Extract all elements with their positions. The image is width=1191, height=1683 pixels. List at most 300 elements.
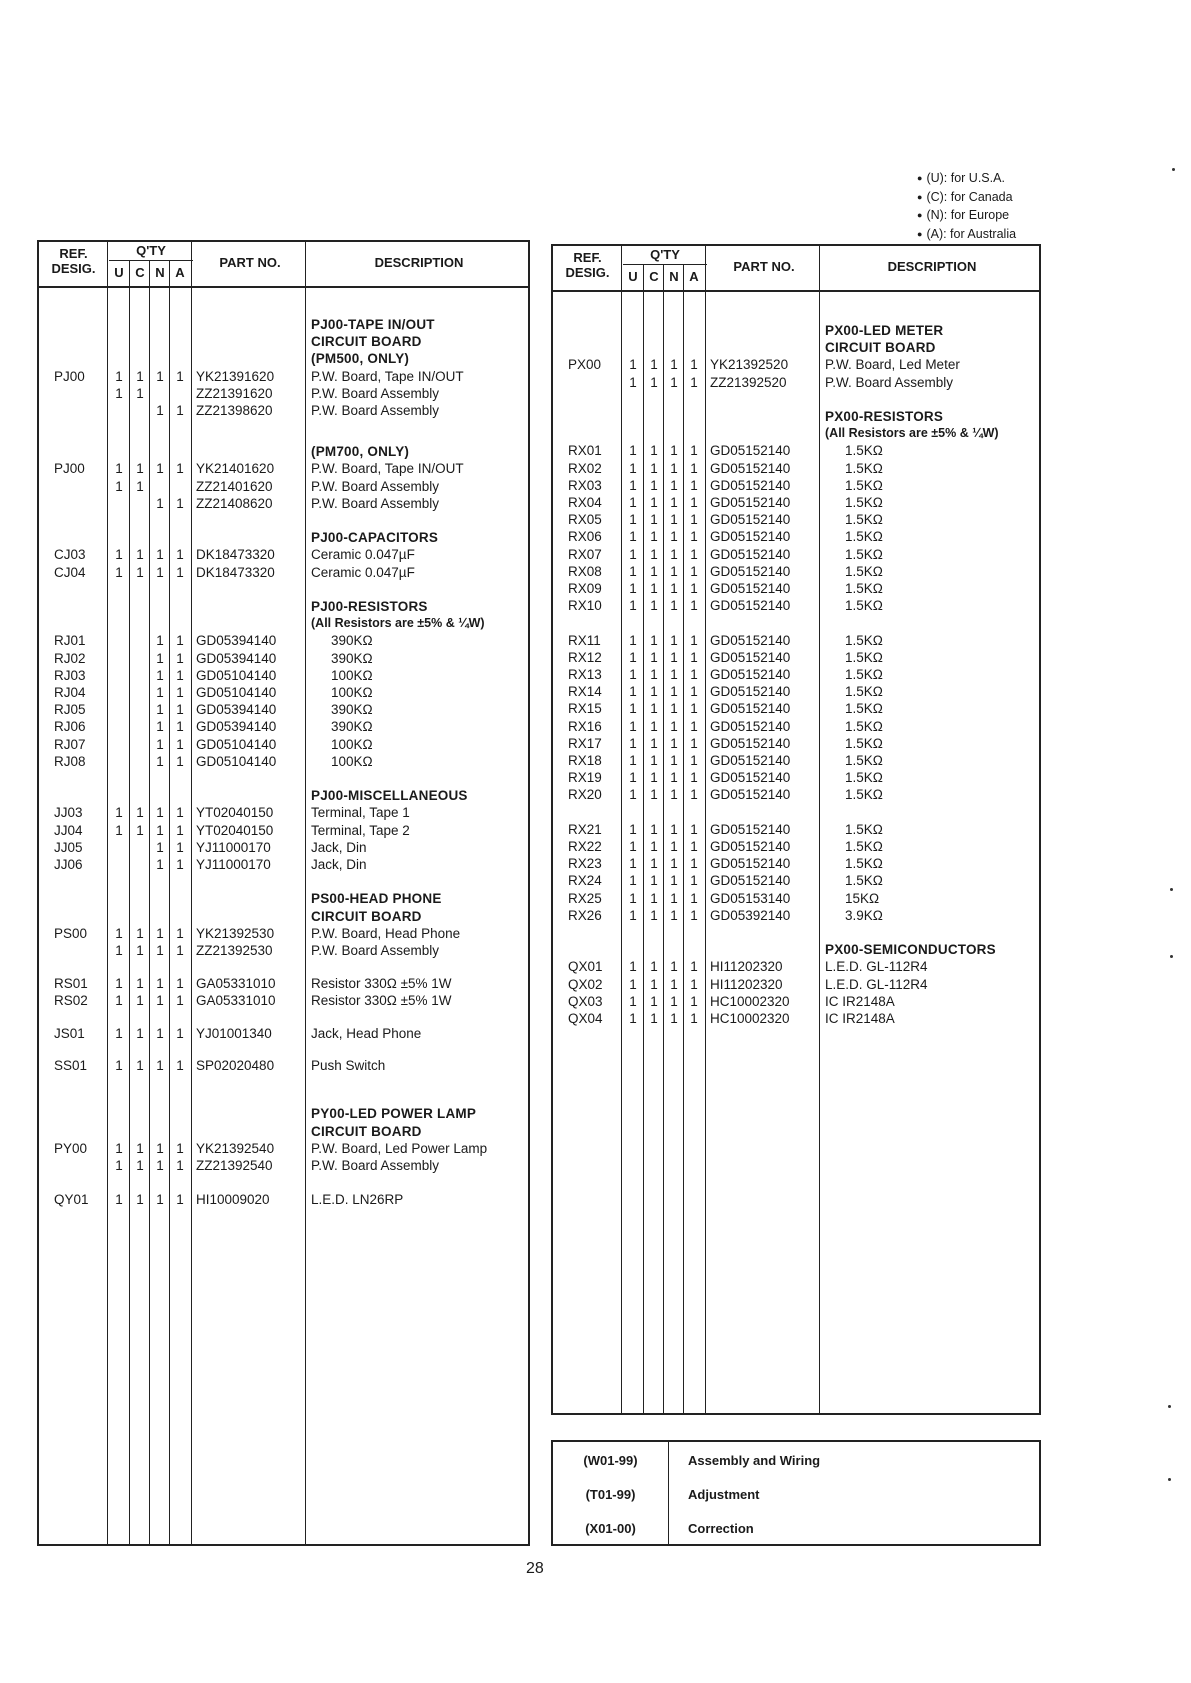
qty-cell: 1	[629, 667, 637, 682]
description: Jack, Head Phone	[311, 1025, 422, 1041]
qty-cell: 1	[629, 649, 637, 665]
description: 1.5KΩ	[845, 718, 883, 734]
ref-code: (T01-99)	[585, 1487, 636, 1502]
section-title: PS00-HEAD PHONE	[311, 891, 442, 907]
ref-desig: RX01	[568, 443, 602, 459]
ref-desig: JJ05	[54, 839, 83, 855]
ref-desig: RX19	[568, 770, 602, 786]
qty-cell: 1	[136, 1058, 144, 1074]
description: Resistor 330Ω ±5% 1W	[311, 992, 452, 1008]
qty-cell: 1	[176, 822, 184, 838]
section-title: PJ00-TAPE IN/OUT	[311, 317, 435, 332]
qty-cell: 1	[690, 993, 698, 1009]
description: IC IR2148A	[825, 1011, 895, 1026]
part-no: GD05152140	[710, 649, 791, 665]
qty-cell: 1	[629, 856, 637, 872]
qty-cell: 1	[176, 925, 184, 941]
qty-cell: 1	[650, 477, 658, 493]
qty-cell: 1	[670, 735, 678, 751]
qty-cell: 1	[156, 667, 164, 683]
part-no: YK21392530	[196, 925, 275, 941]
ref-desig: CJ04	[54, 564, 86, 580]
qty-cell: 1	[629, 684, 637, 700]
header-ref: REF. DESIG.	[565, 250, 610, 280]
qty-cell: 1	[629, 718, 637, 734]
description: P.W. Board Assembly	[825, 374, 954, 390]
qty-cell: 1	[650, 787, 658, 803]
qty-cell: 1	[156, 943, 164, 959]
description: 1.5KΩ	[845, 649, 883, 665]
qty-cell: 1	[629, 443, 637, 459]
qty-cell: 1	[136, 992, 144, 1008]
header-qty-n: N	[155, 265, 165, 280]
qty-cell: 1	[176, 368, 184, 384]
ref-desig: RX09	[568, 581, 602, 596]
part-no: GD05152140	[710, 563, 791, 579]
description: 1.5KΩ	[845, 460, 883, 476]
description: Resistor 330Ω ±5% 1W	[311, 975, 452, 991]
qty-cell: 1	[650, 357, 658, 373]
qty-cell: 1	[156, 719, 164, 735]
part-no: YK21392540	[196, 1140, 275, 1156]
description: IC IR2148A	[825, 993, 895, 1009]
ref-row	[553, 1512, 1039, 1546]
part-no: HI11202320	[710, 976, 783, 992]
part-no: GD05152140	[710, 667, 791, 682]
qty-cell: 1	[690, 1011, 698, 1026]
qty-cell: 1	[136, 478, 144, 494]
ref-desig: RJ06	[54, 719, 86, 735]
part-no: GD05394140	[196, 633, 277, 649]
description: 100KΩ	[331, 736, 373, 752]
ref-desig: RX20	[568, 787, 602, 803]
qty-cell: 1	[156, 736, 164, 752]
part-no: YJ11000170	[196, 839, 271, 855]
part-no: ZZ21398620	[196, 403, 273, 418]
parts-table-left	[37, 240, 530, 1546]
part-no: GD05152140	[710, 495, 791, 510]
qty-cell: 1	[690, 856, 698, 872]
part-no: YJ01001340	[196, 1025, 272, 1041]
qty-cell: 1	[156, 1140, 164, 1156]
ref-desig: QX04	[568, 1011, 603, 1026]
qty-cell: 1	[115, 1140, 123, 1156]
qty-cell: 1	[670, 563, 678, 579]
qty-cell: 1	[690, 753, 698, 768]
description: P.W. Board, Head Phone	[311, 925, 461, 941]
qty-cell: 1	[650, 821, 658, 837]
part-no: HC10002320	[710, 1011, 790, 1026]
qty-cell: 1	[156, 650, 164, 666]
parts-table-right	[551, 244, 1041, 1415]
ref-desig: RJ01	[54, 633, 86, 649]
ref-desig: RJ02	[54, 650, 86, 666]
description: L.E.D. GL-112R4	[825, 959, 928, 975]
qty-cell: 1	[156, 633, 164, 649]
description: Push Switch	[311, 1058, 386, 1074]
section-title: CIRCUIT BOARD	[311, 1123, 422, 1139]
qty-cell: 1	[690, 581, 698, 596]
part-no: GD05152140	[710, 770, 791, 786]
qty-cell: 1	[650, 701, 658, 717]
ref-desig: RX24	[568, 873, 602, 889]
legend-usa: ● (U): for U.S.A.	[917, 170, 1117, 189]
qty-cell: 1	[176, 992, 184, 1008]
qty-cell: 1	[136, 822, 144, 838]
ref-desig: PS00	[54, 925, 88, 941]
ref-desig: RS02	[54, 992, 88, 1008]
qty-cell: 1	[670, 667, 678, 682]
qty-cell: 1	[629, 529, 637, 545]
ref-desig: RX07	[568, 546, 602, 562]
part-no: GD05152140	[710, 632, 791, 648]
part-no: ZZ21391620	[196, 385, 273, 401]
description: 390KΩ	[331, 633, 373, 649]
part-no: GD05152140	[710, 598, 791, 614]
qty-cell: 1	[176, 1058, 184, 1074]
part-no: YT02040150	[196, 822, 274, 838]
qty-cell: 1	[115, 547, 123, 563]
part-no: GD05152140	[710, 512, 791, 528]
qty-cell: 1	[670, 959, 678, 975]
section-title: CIRCUIT BOARD	[311, 334, 422, 350]
section-title: PY00-LED POWER LAMP	[311, 1106, 477, 1122]
header-description: DESCRIPTION	[374, 255, 464, 270]
qty-cell: 1	[670, 581, 678, 596]
qty-cell: 1	[136, 975, 144, 991]
qty-cell: 1	[156, 1025, 164, 1041]
qty-cell: 1	[650, 667, 658, 682]
qty-cell: 1	[690, 443, 698, 459]
header-qty-c: C	[649, 269, 659, 284]
header-qty-u: U	[628, 269, 638, 284]
description: (All Resistors are ±5% & ¼W)	[825, 426, 999, 441]
qty-cell: 1	[690, 890, 698, 906]
qty-cell: 1	[629, 632, 637, 648]
qty-cell: 1	[136, 1140, 144, 1156]
qty-cell: 1	[650, 546, 658, 562]
qty-cell: 1	[176, 753, 184, 769]
part-no: GD05152140	[710, 701, 791, 717]
qty-cell: 1	[670, 821, 678, 837]
qty-cell: 1	[650, 718, 658, 734]
description: 1.5KΩ	[845, 477, 883, 493]
description: P.W. Board Assembly	[311, 1158, 440, 1174]
qty-cell: 1	[670, 873, 678, 889]
description: 1.5KΩ	[845, 770, 883, 786]
description: P.W. Board Assembly	[311, 385, 440, 401]
qty-cell: 1	[670, 529, 678, 545]
scan-speck	[1170, 888, 1173, 891]
qty-cell: 1	[136, 547, 144, 563]
qty-cell: 1	[650, 770, 658, 786]
qty-cell: 1	[690, 357, 698, 373]
description: 1.5KΩ	[845, 512, 883, 528]
description: P.W. Board Assembly	[311, 495, 440, 511]
ref-desig: CJ03	[54, 547, 86, 563]
description: (All Resistors are ±5% & ¼W)	[311, 616, 485, 631]
qty-cell: 1	[156, 805, 164, 821]
header-part-no: PART NO.	[219, 255, 281, 270]
qty-cell: 1	[156, 403, 164, 418]
part-no: ZZ21392520	[710, 374, 787, 390]
qty-cell: 1	[176, 975, 184, 991]
qty-cell: 1	[136, 461, 144, 477]
part-no: GD05394140	[196, 702, 277, 718]
part-no: ZZ21408620	[196, 495, 273, 511]
description: P.W. Board Assembly	[311, 403, 440, 418]
qty-cell: 1	[690, 495, 698, 510]
part-no: YT02040150	[196, 805, 274, 821]
qty-cell: 1	[176, 1192, 184, 1208]
qty-cell: 1	[629, 976, 637, 992]
qty-cell: 1	[650, 890, 658, 906]
qty-cell: 1	[670, 839, 678, 854]
qty-cell: 1	[670, 1011, 678, 1026]
qty-cell: 1	[670, 890, 678, 906]
qty-cell: 1	[670, 753, 678, 768]
part-no: HI10009020	[196, 1192, 270, 1208]
description: L.E.D. LN26RP	[311, 1192, 404, 1208]
description: 1.5KΩ	[845, 546, 883, 562]
section-title: PJ00-CAPACITORS	[311, 530, 439, 546]
qty-cell: 1	[650, 649, 658, 665]
description: P.W. Board, Tape IN/OUT	[311, 368, 464, 384]
description: 1.5KΩ	[845, 856, 883, 872]
header-ref: REF. DESIG.	[51, 246, 96, 276]
qty-cell: 1	[670, 477, 678, 493]
table-header	[39, 242, 528, 288]
description: 390KΩ	[331, 650, 373, 666]
qty-cell: 1	[176, 633, 184, 649]
qty-cell: 1	[670, 374, 678, 390]
part-no: GA05331010	[196, 975, 276, 991]
qty-cell: 1	[115, 368, 123, 384]
part-no: GD05152140	[710, 477, 791, 493]
qty-cell: 1	[136, 564, 144, 580]
scan-speck	[1170, 955, 1173, 958]
qty-cell: 1	[156, 925, 164, 941]
qty-cell: 1	[115, 1025, 123, 1041]
qty-cell: 1	[690, 512, 698, 528]
qty-cell: 1	[650, 873, 658, 889]
description: 1.5KΩ	[845, 667, 883, 682]
qty-cell: 1	[156, 1058, 164, 1074]
description: P.W. Board, Tape IN/OUT	[311, 461, 464, 477]
qty-cell: 1	[115, 805, 123, 821]
header-qty-a: A	[689, 269, 699, 284]
part-no: GD05152140	[710, 581, 791, 596]
qty-cell: 1	[650, 684, 658, 700]
qty-cell: 1	[670, 546, 678, 562]
ref-desig: RX18	[568, 753, 602, 768]
qty-cell: 1	[176, 650, 184, 666]
qty-cell: 1	[650, 1011, 658, 1026]
description: Ceramic 0.047µF	[311, 547, 415, 563]
qty-cell: 1	[115, 822, 123, 838]
country-legend	[917, 170, 1117, 244]
ref-desig: QX01	[568, 959, 603, 975]
description: 1.5KΩ	[845, 598, 883, 614]
section-title: PJ00-MISCELLANEOUS	[311, 788, 468, 804]
qty-cell: 1	[156, 753, 164, 769]
ref-desig: RX03	[568, 477, 602, 493]
part-no: GD05152140	[710, 546, 791, 562]
legend-canada: ● (C): for Canada	[917, 189, 1117, 208]
ref-desig: RX11	[568, 632, 601, 648]
description: 1.5KΩ	[845, 873, 883, 889]
description: Ceramic 0.047µF	[311, 564, 415, 580]
part-no: DK18473320	[196, 547, 275, 563]
scan-speck	[1168, 1478, 1171, 1481]
ref-desc: Assembly and Wiring	[688, 1453, 821, 1468]
part-no: SP02020480	[196, 1058, 275, 1074]
ref-desig: QX02	[568, 976, 603, 992]
ref-desig: RX06	[568, 529, 602, 545]
ref-code: (X01-00)	[585, 1521, 636, 1536]
part-no: YK21401620	[196, 461, 275, 477]
ref-desig: RX04	[568, 495, 602, 510]
qty-cell: 1	[690, 701, 698, 717]
qty-cell: 1	[136, 1158, 144, 1174]
ref-row	[553, 1478, 1039, 1512]
qty-cell: 1	[650, 976, 658, 992]
description: 1.5KΩ	[845, 443, 883, 459]
qty-cell: 1	[629, 374, 637, 390]
ref-desig: RJ08	[54, 753, 86, 769]
ref-desig: QX03	[568, 993, 603, 1009]
description: Jack, Din	[311, 857, 367, 873]
qty-cell: 1	[629, 753, 637, 768]
qty-cell: 1	[136, 368, 144, 384]
ref-code: (W01-99)	[583, 1453, 638, 1468]
qty-cell: 1	[670, 632, 678, 648]
ref-desc: Correction	[688, 1521, 754, 1536]
qty-cell: 1	[156, 368, 164, 384]
part-no: GD05152140	[710, 821, 791, 837]
qty-cell: 1	[136, 1025, 144, 1041]
qty-cell: 1	[670, 460, 678, 476]
ref-desig: RJ04	[54, 685, 86, 701]
qty-cell: 1	[629, 546, 637, 562]
ref-row	[553, 1444, 1039, 1478]
qty-cell: 1	[629, 460, 637, 476]
description: 1.5KΩ	[845, 632, 883, 648]
part-no: GD05152140	[710, 735, 791, 751]
qty-cell: 1	[115, 1058, 123, 1074]
ref-desig: PJ00	[54, 368, 85, 384]
description: 1.5KΩ	[845, 529, 883, 545]
qty-cell: 1	[650, 512, 658, 528]
qty-cell: 1	[115, 943, 123, 959]
description: 1.5KΩ	[845, 563, 883, 579]
qty-cell: 1	[690, 460, 698, 476]
qty-cell: 1	[156, 1192, 164, 1208]
header-qty: Q'TY	[650, 247, 680, 262]
part-no: GD05152140	[710, 873, 791, 889]
qty-cell: 1	[629, 495, 637, 510]
qty-cell: 1	[629, 993, 637, 1009]
legend-europe: ● (N): for Europe	[917, 207, 1117, 226]
qty-cell: 1	[136, 805, 144, 821]
part-no: ZZ21392540	[196, 1158, 273, 1174]
ref-desig: SS01	[54, 1058, 88, 1074]
description: 3.9KΩ	[845, 907, 883, 923]
part-no: GD05152140	[710, 787, 791, 803]
description: 100KΩ	[331, 685, 373, 701]
qty-cell: 1	[650, 529, 658, 545]
ref-desig: RX14	[568, 684, 602, 700]
qty-cell: 1	[650, 495, 658, 510]
qty-cell: 1	[115, 992, 123, 1008]
qty-cell: 1	[650, 632, 658, 648]
part-no: ZZ21401620	[196, 478, 273, 494]
qty-cell: 1	[629, 1011, 637, 1026]
ref-desig: RX15	[568, 701, 602, 717]
qty-cell: 1	[629, 839, 637, 854]
qty-cell: 1	[136, 1192, 144, 1208]
qty-cell: 1	[690, 598, 698, 614]
description: 1.5KΩ	[845, 839, 883, 854]
qty-cell: 1	[629, 701, 637, 717]
qty-cell: 1	[176, 736, 184, 752]
description: P.W. Board Assembly	[311, 478, 440, 494]
part-no: GA05331010	[196, 992, 276, 1008]
qty-cell: 1	[650, 460, 658, 476]
qty-cell: 1	[156, 547, 164, 563]
qty-cell: 1	[176, 685, 184, 701]
legend-australia: ● (A): for Australia	[917, 226, 1117, 245]
qty-cell: 1	[650, 839, 658, 854]
description: 390KΩ	[331, 719, 373, 735]
qty-cell: 1	[629, 873, 637, 889]
qty-cell: 1	[629, 770, 637, 786]
qty-cell: 1	[136, 385, 144, 401]
qty-cell: 1	[115, 1158, 123, 1174]
qty-cell: 1	[670, 495, 678, 510]
qty-cell: 1	[156, 822, 164, 838]
qty-cell: 1	[176, 667, 184, 683]
qty-cell: 1	[650, 443, 658, 459]
qty-cell: 1	[156, 685, 164, 701]
section-title: (PM700, ONLY)	[311, 444, 410, 460]
part-no: GD05152140	[710, 839, 791, 854]
description: 1.5KΩ	[845, 735, 883, 751]
part-no: GD05152140	[710, 718, 791, 734]
section-title: (PM500, ONLY)	[311, 351, 410, 367]
ref-desig: JS01	[54, 1025, 85, 1041]
header-part-no: PART NO.	[733, 259, 795, 274]
section-title: CIRCUIT BOARD	[825, 340, 936, 356]
description: 15KΩ	[845, 890, 880, 906]
ref-desig: PJ00	[54, 461, 85, 477]
qty-cell: 1	[629, 581, 637, 596]
part-no: GD05394140	[196, 719, 277, 735]
ref-desig: JJ06	[54, 857, 83, 873]
ref-desig: RX21	[568, 821, 602, 837]
ref-desig: RX17	[568, 735, 602, 751]
qty-cell: 1	[670, 512, 678, 528]
qty-cell: 1	[176, 495, 184, 511]
qty-cell: 1	[176, 1140, 184, 1156]
section-title: PJ00-RESISTORS	[311, 599, 428, 615]
scan-speck	[1168, 1405, 1171, 1408]
qty-cell: 1	[176, 943, 184, 959]
qty-cell: 1	[690, 374, 698, 390]
qty-cell: 1	[690, 684, 698, 700]
qty-cell: 1	[156, 495, 164, 511]
part-no: GD05152140	[710, 753, 791, 768]
